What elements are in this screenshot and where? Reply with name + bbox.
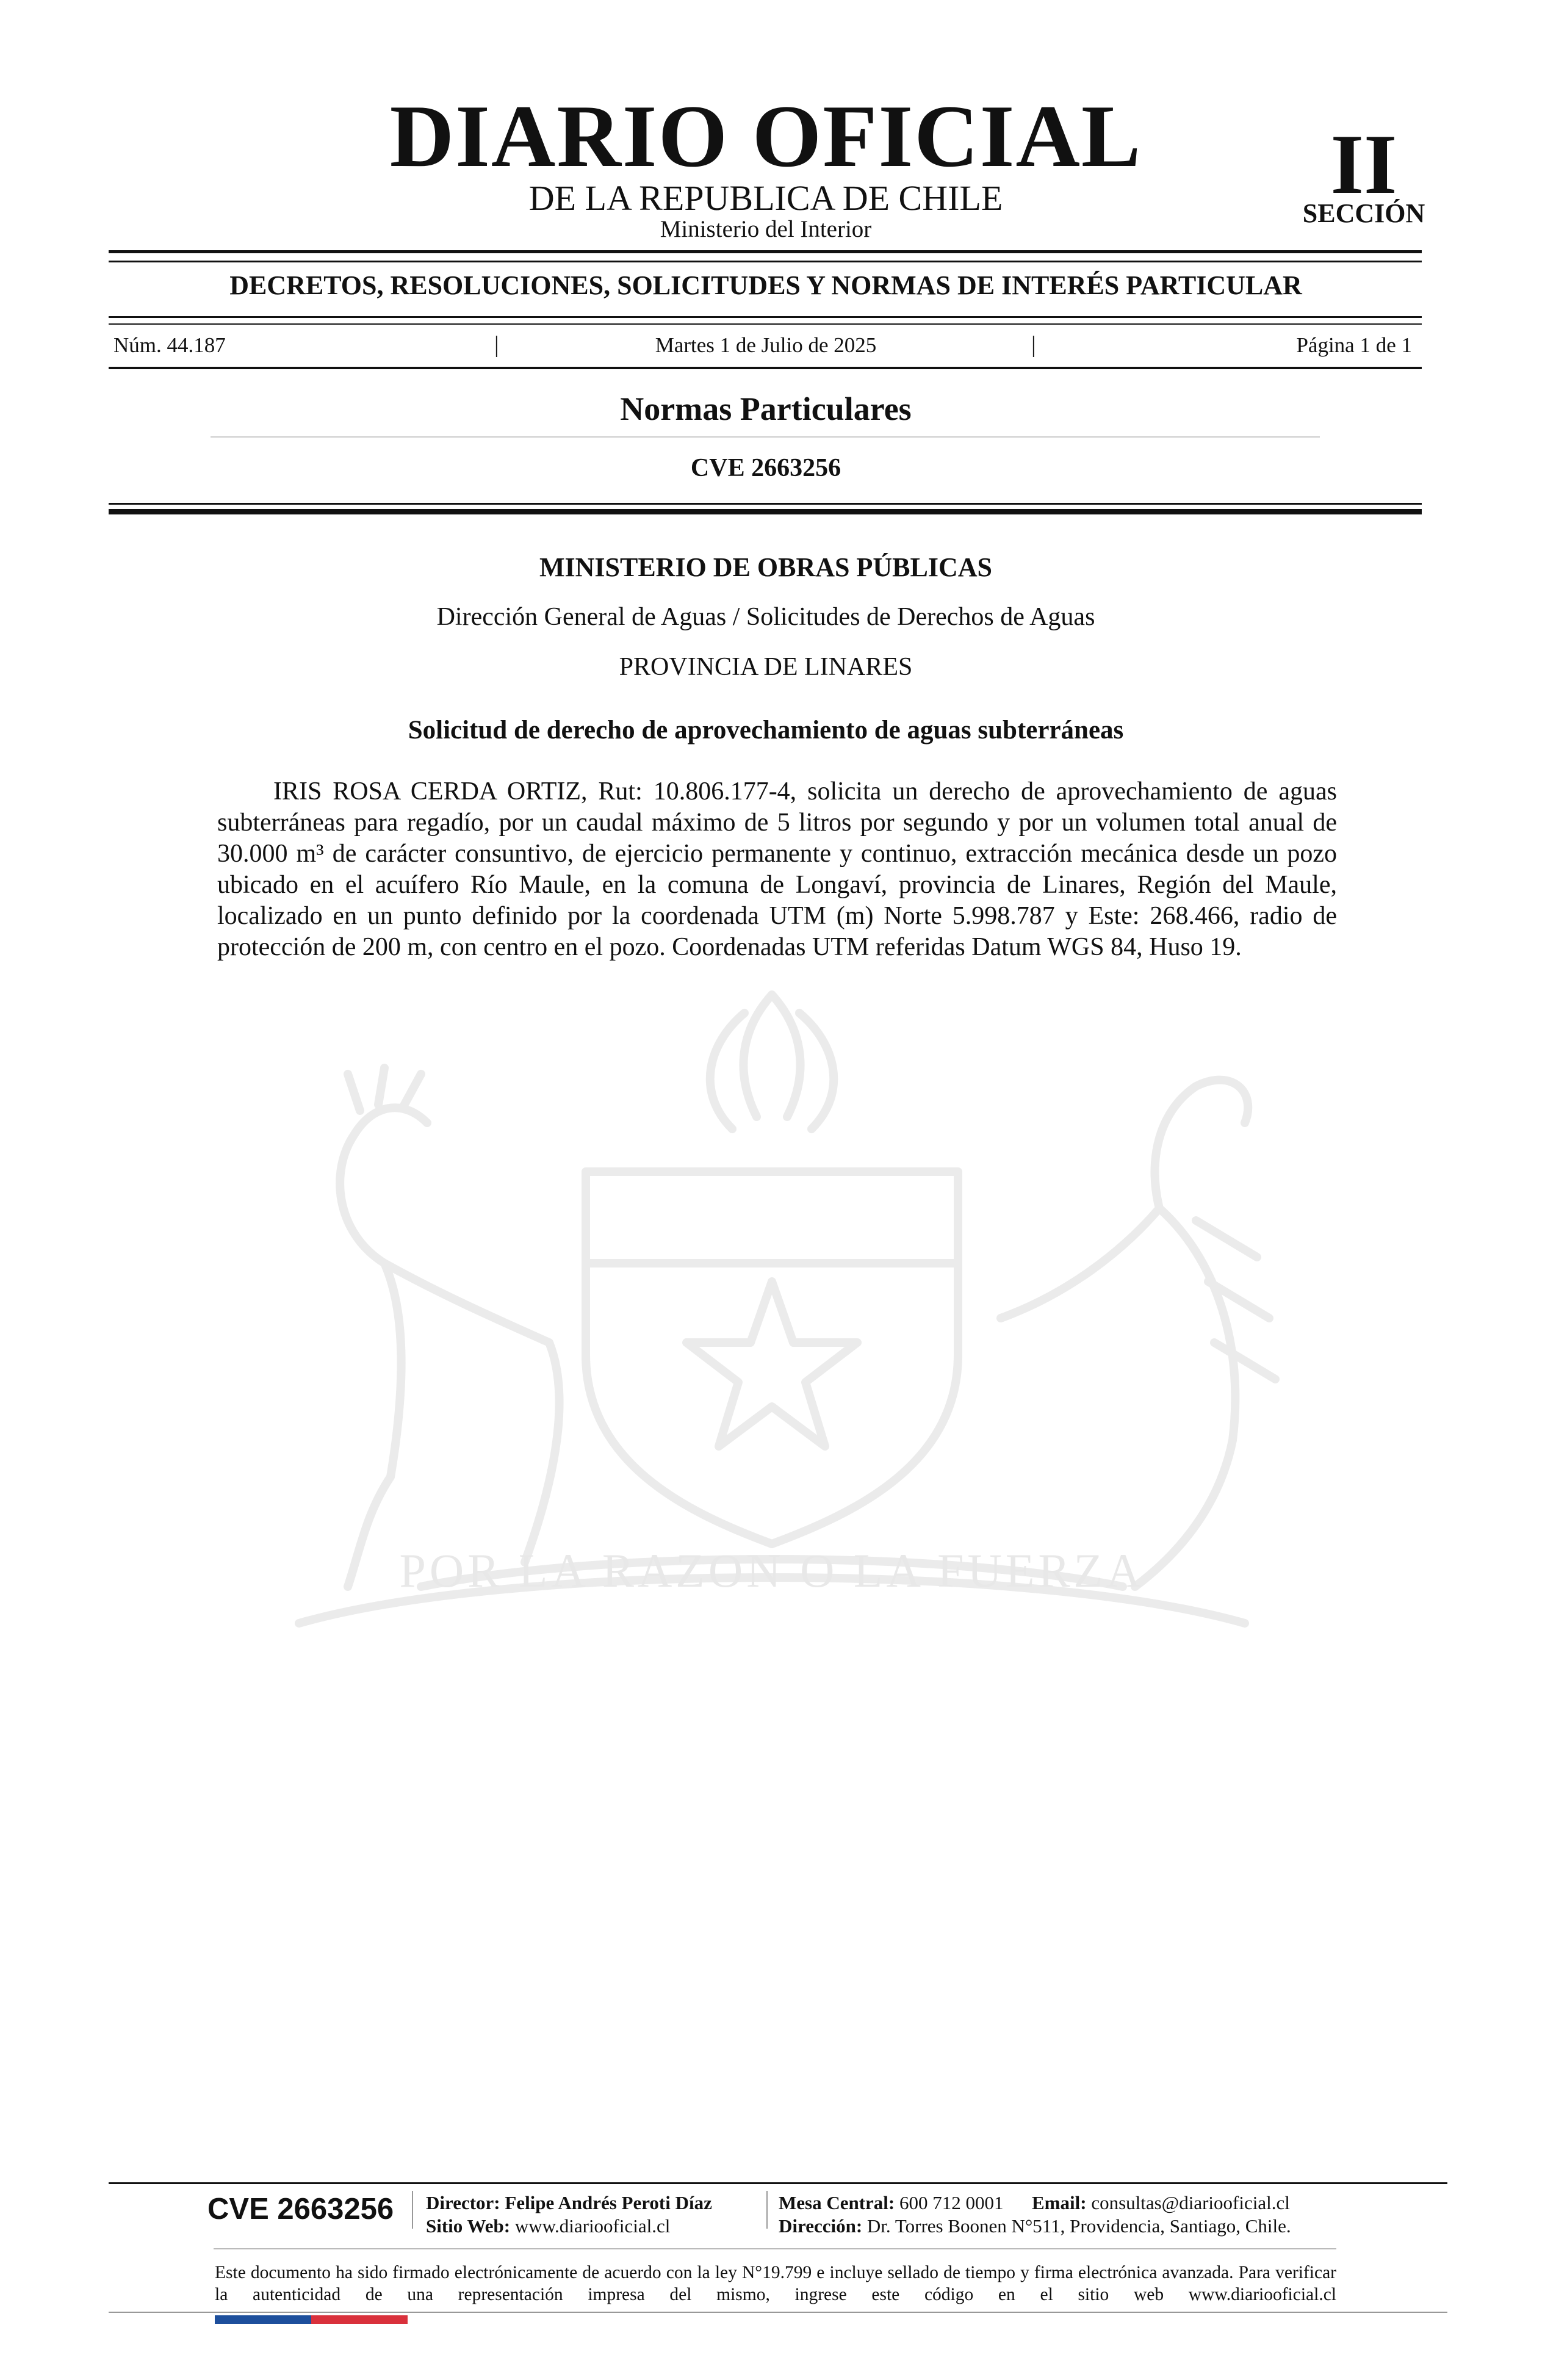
email-label: Email: bbox=[1032, 2192, 1087, 2213]
footer-website bbox=[426, 2216, 670, 2235]
footer-divider bbox=[766, 2191, 768, 2229]
footer-separator bbox=[214, 2248, 1336, 2249]
page-number: Página 1 de 1 bbox=[1296, 333, 1412, 357]
section-rule bbox=[109, 316, 1422, 318]
footer-contact bbox=[779, 2193, 1290, 2212]
footer-bottom-rule bbox=[109, 2312, 1447, 2313]
masthead-rule bbox=[109, 250, 1422, 253]
footer-cve: CVE 2663256 bbox=[207, 2193, 394, 2226]
article-direction: Dirección General de Aguas / Solicitudes de Derechos de Aguas bbox=[436, 603, 1095, 631]
director-label: Director: bbox=[426, 2192, 500, 2213]
section-rule-thin bbox=[109, 323, 1422, 325]
masthead-rule-thin bbox=[109, 261, 1422, 262]
masthead-title: DIARIO OFICIAL bbox=[389, 87, 1142, 186]
section-number: II bbox=[1330, 117, 1397, 212]
address-label: Dirección: bbox=[779, 2215, 863, 2237]
website-label: Sitio Web: bbox=[426, 2215, 511, 2237]
flag-stripe-blue bbox=[215, 2315, 311, 2324]
article-body: IRIS ROSA CERDA ORTIZ, Rut: 10.806.177-4, solicita un derecho de aprovechamiento de aguas subterráneas para regadío, por un caudal máximo de 5 litros por segundo y por un volumen total anual de 30.000 m³ de carácter consuntivo, de ejercicio permanente y continuo, extracción mecánica desde un pozo ubicado en el acuífero Río Maule, en la comuna de Longaví, provincia de Linares, Región del Maule, localizado en un punto definido por la coordenada UTM (m) Norte 5.998.787 y Este: 268.466, radio de protección de 200 m, con centro en el pozo. Coordenadas UTM referidas Datum WGS 84, Huso 19. bbox=[217, 777, 1337, 961]
issue-separator: | bbox=[494, 332, 499, 358]
footer-address bbox=[779, 2216, 1291, 2235]
footer-signature-note: Este documento ha sido firmado electrónicamente de acuerdo con la ley N°19.799 e incluye sellado de tiempo y firma electrónica avanzada. Para verificar la autenticidad de una representación impresa del mismo, ingrese este código en el sitio web www.diariooficial.cl bbox=[215, 2263, 1336, 2304]
footer-rule bbox=[109, 2182, 1447, 2184]
issue-rule bbox=[109, 367, 1422, 369]
header-bottom-rule-thin bbox=[109, 503, 1422, 505]
section-label: SECCIÓN bbox=[1302, 198, 1425, 228]
article-ministry: MINISTERIO DE OBRAS PÚBLICAS bbox=[539, 552, 993, 582]
email-link[interactable]: consultas@diariooficial.cl bbox=[1091, 2192, 1290, 2213]
category-divider bbox=[211, 436, 1320, 438]
director-name: Felipe Andrés Peroti Díaz bbox=[505, 2192, 712, 2213]
issue-separator: | bbox=[1031, 332, 1036, 358]
address-value: Dr. Torres Boonen N°511, Providencia, Santiago, Chile. bbox=[866, 2215, 1291, 2237]
cve-code: CVE 2663256 bbox=[690, 454, 841, 482]
watermark-motto: POR LA RAZON O LA FUERZA bbox=[399, 1544, 1145, 1597]
category-title: Normas Particulares bbox=[620, 391, 912, 427]
article-title: Solicitud de derecho de aprovechamiento de aguas subterráneas bbox=[408, 716, 1124, 745]
website-link[interactable]: www.diariooficial.cl bbox=[514, 2215, 671, 2237]
phone-value: 600 712 0001 bbox=[899, 2192, 1004, 2213]
header-bottom-rule bbox=[109, 509, 1422, 514]
masthead-ministry: Ministerio del Interior bbox=[660, 216, 872, 242]
issue-date: Martes 1 de Julio de 2025 bbox=[655, 333, 877, 357]
flag-stripe-red bbox=[311, 2315, 408, 2324]
footer-divider bbox=[412, 2191, 413, 2229]
phone-label: Mesa Central: bbox=[779, 2192, 895, 2213]
masthead-subtitle: DE LA REPUBLICA DE CHILE bbox=[528, 178, 1003, 218]
issue-number: Núm. 44.187 bbox=[113, 333, 226, 357]
article-province: PROVINCIA DE LINARES bbox=[619, 653, 913, 681]
coat-of-arms-watermark bbox=[207, 976, 1336, 1678]
footer-director bbox=[426, 2193, 712, 2212]
section-title: DECRETOS, RESOLUCIONES, SOLICITUDES Y NORMAS DE INTERÉS PARTICULAR bbox=[229, 270, 1302, 300]
